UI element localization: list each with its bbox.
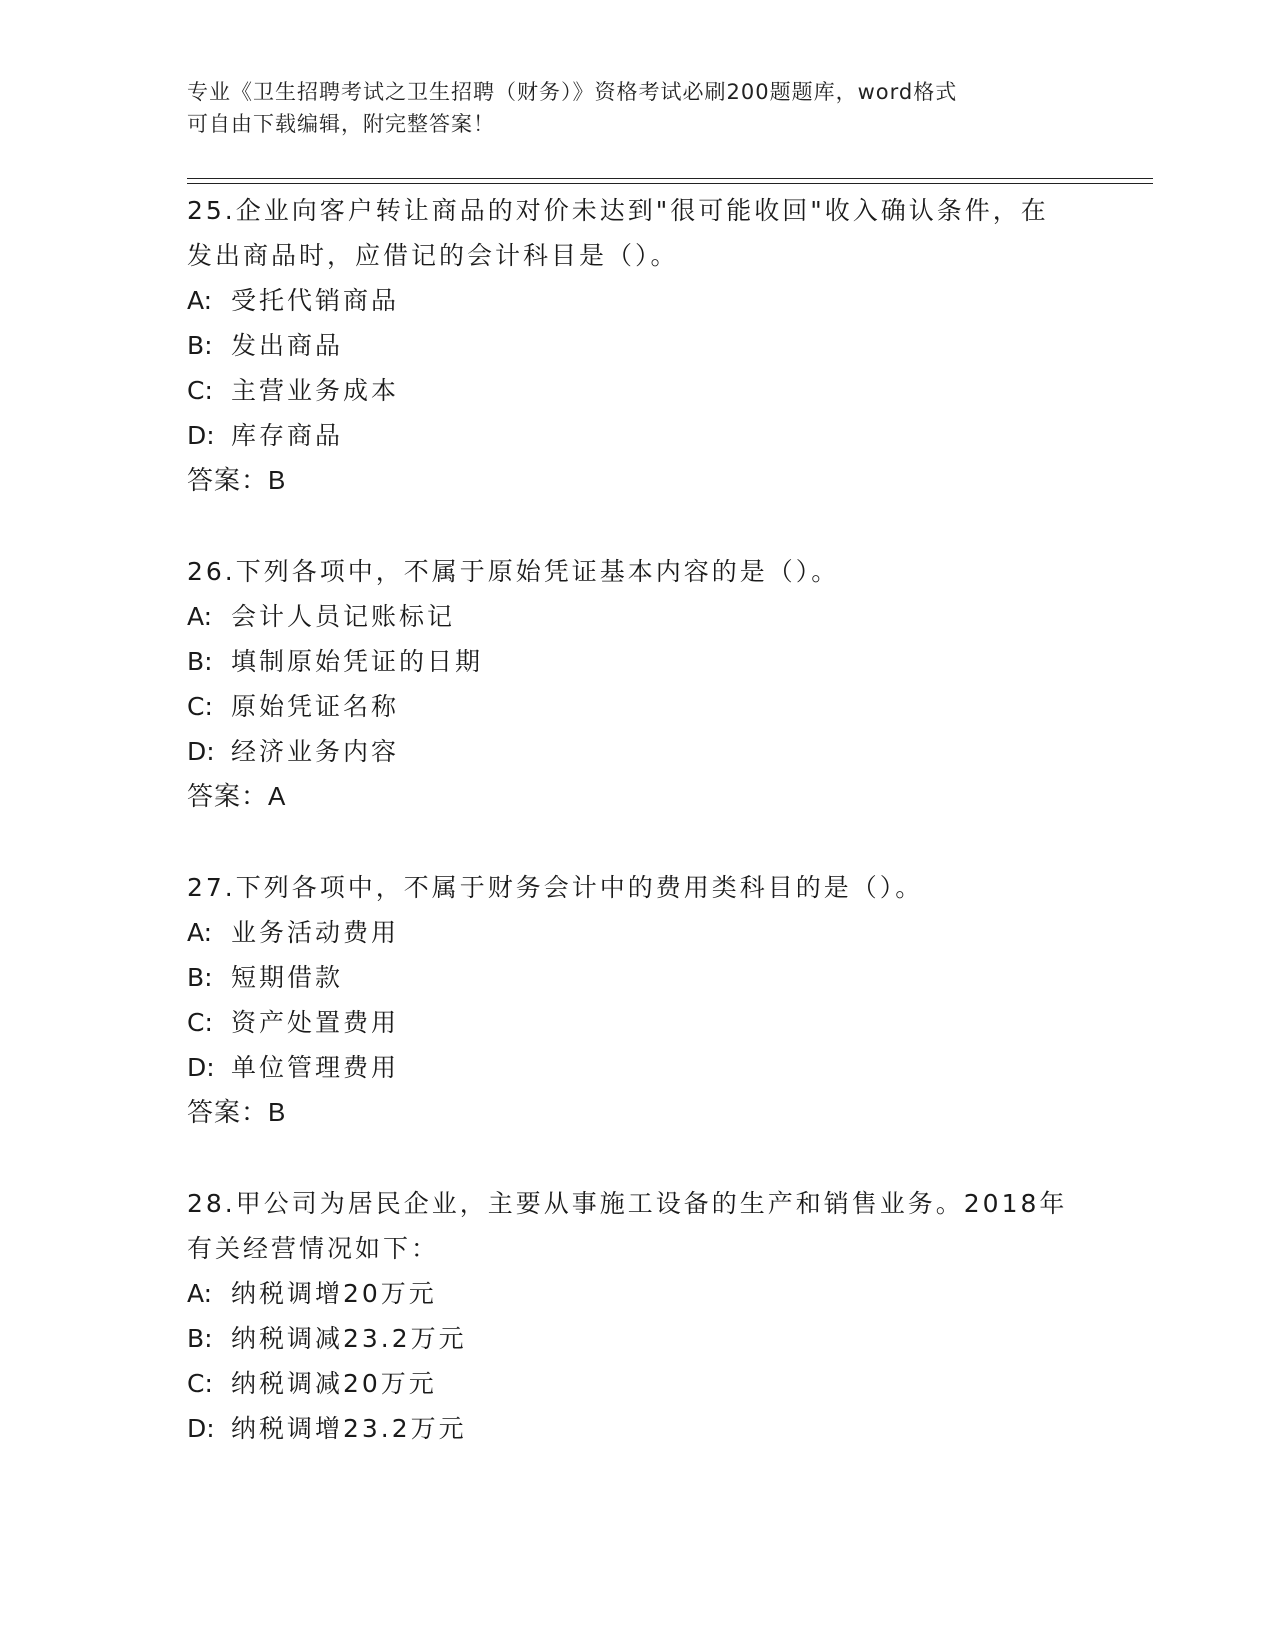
option-b (187, 639, 1107, 684)
option-b (187, 955, 1107, 1000)
option-key: A: (187, 918, 213, 947)
header-line-2: 可自由下载编辑，附完整答案！ (187, 112, 495, 136)
option-text: 发出商品 (231, 331, 344, 360)
option-key: B: (187, 1324, 213, 1353)
question-25 (187, 188, 1107, 503)
question-gap (187, 1135, 1107, 1181)
option-c (187, 1361, 1107, 1406)
question-text-line-2: 有关经营情况如下： (187, 1234, 440, 1263)
option-key: B: (187, 963, 213, 992)
option-a (187, 1271, 1107, 1316)
option-key: A: (187, 602, 213, 631)
option-d (187, 1406, 1107, 1451)
option-d (187, 413, 1107, 458)
option-key: C: (187, 692, 213, 721)
option-key: B: (187, 647, 213, 676)
option-text: 纳税调增23.2万元 (231, 1414, 467, 1443)
question-text-line-1: 27.下列各项中，不属于财务会计中的费用类科目的是（）。 (187, 873, 924, 902)
document-header (187, 76, 1087, 140)
question-gap (187, 503, 1107, 549)
option-key: D: (187, 1053, 215, 1082)
option-key: C: (187, 376, 213, 405)
option-text: 主营业务成本 (231, 376, 400, 405)
option-text: 经济业务内容 (231, 737, 400, 766)
question-text-line-1: 26.下列各项中，不属于原始凭证基本内容的是（）。 (187, 557, 840, 586)
answer-line: 答案：A (187, 781, 287, 811)
option-c (187, 684, 1107, 729)
option-text: 填制原始凭证的日期 (231, 647, 484, 676)
question-27 (187, 865, 1107, 1135)
option-b (187, 1316, 1107, 1361)
option-c (187, 1000, 1107, 1045)
option-d (187, 729, 1107, 774)
option-key: C: (187, 1369, 213, 1398)
option-key: D: (187, 421, 215, 450)
option-text: 纳税调减20万元 (231, 1369, 437, 1398)
option-a (187, 910, 1107, 955)
option-text: 会计人员记账标记 (231, 602, 456, 631)
option-text: 业务活动费用 (231, 918, 400, 947)
question-28 (187, 1181, 1107, 1451)
option-key: C: (187, 1008, 213, 1037)
answer-line: 答案：B (187, 465, 287, 495)
option-text: 受托代销商品 (231, 286, 400, 315)
question-26 (187, 549, 1107, 819)
option-text: 纳税调增20万元 (231, 1279, 437, 1308)
header-line-1: 专业《卫生招聘考试之卫生招聘（财务）》资格考试必刷200题题库，word格式 (187, 80, 958, 104)
option-d (187, 1045, 1107, 1090)
question-text-line-2: 发出商品时，应借记的会计科目是（）。 (187, 241, 679, 270)
option-text: 单位管理费用 (231, 1053, 400, 1082)
option-key: A: (187, 1279, 213, 1308)
question-text-line-1: 25.企业向客户转让商品的对价未达到"很可能收回"收入确认条件，在 (187, 196, 1049, 225)
question-list (187, 188, 1107, 1451)
option-text: 短期借款 (231, 963, 344, 992)
option-key: B: (187, 331, 213, 360)
option-key: D: (187, 737, 215, 766)
option-key: D: (187, 1414, 215, 1443)
option-a (187, 594, 1107, 639)
header-divider-top (187, 178, 1153, 179)
header-divider-bottom (187, 183, 1153, 184)
option-text: 纳税调减23.2万元 (231, 1324, 467, 1353)
question-text-line-1: 28.甲公司为居民企业，主要从事施工设备的生产和销售业务。2018年 (187, 1189, 1068, 1218)
option-a (187, 278, 1107, 323)
option-key: A: (187, 286, 213, 315)
option-b (187, 323, 1107, 368)
question-gap (187, 819, 1107, 865)
option-text: 资产处置费用 (231, 1008, 400, 1037)
option-text: 原始凭证名称 (231, 692, 400, 721)
option-c (187, 368, 1107, 413)
answer-line: 答案：B (187, 1097, 287, 1127)
option-text: 库存商品 (231, 421, 344, 450)
